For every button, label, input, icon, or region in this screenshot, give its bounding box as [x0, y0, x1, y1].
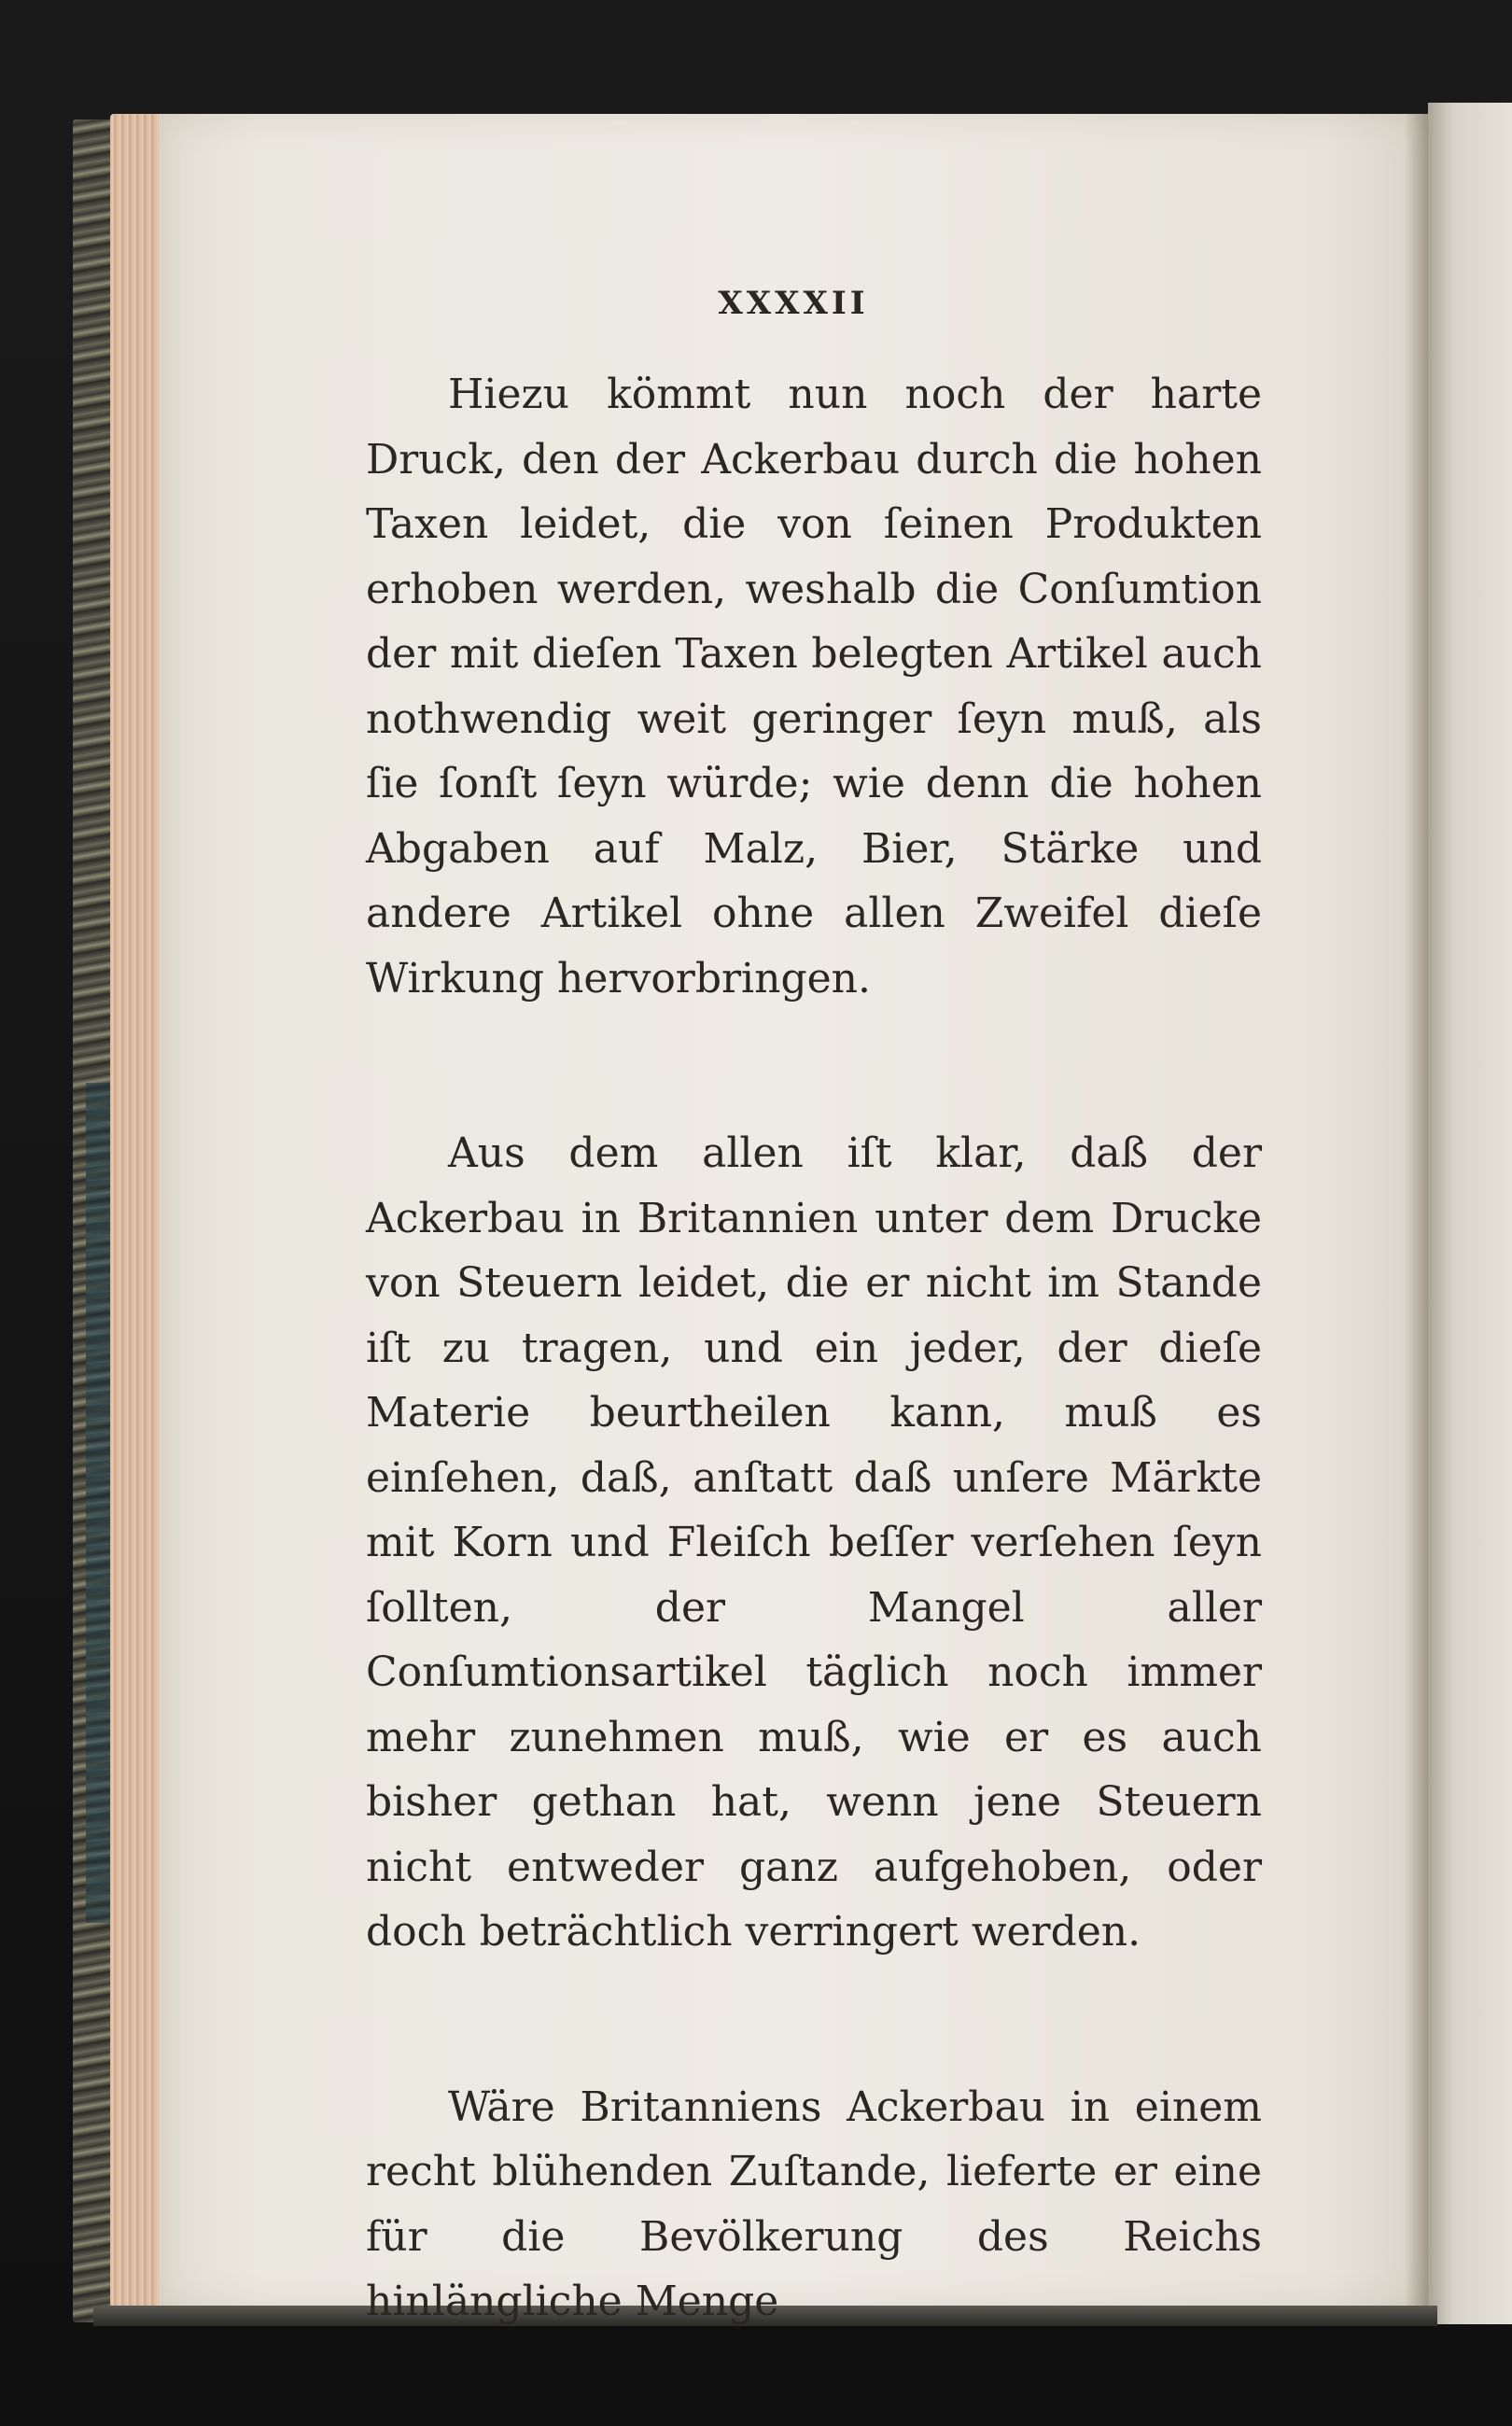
cover-edge-stain: [86, 1083, 110, 1923]
paragraph-2: Aus dem allen iſt klar, daß der Ackerbau in Britannien unter dem Drucke von Steuern leidet, die er nicht im Stande iſt zu tragen, und ein jeder, der dieſe Materie beurtheilen kann, muß es einſehen, daß, anſtatt daß unſere Märkte mit Korn und Fleiſch beſſer verſehen ſeyn ſollten, der Mangel aller Conſumtionsartikel täglich noch immer mehr zunehmen muß, wie er es auch bisher gethan hat, wenn jene Steuern nicht entweder ganz aufgehoben, oder doch beträchtlich verringert werden.: [366, 1129, 1262, 1956]
page-block-edge: [110, 114, 166, 2307]
page-number-header: XXXXII: [718, 285, 869, 322]
paragraph-3: Wäre Britanniens Ackerbau in einem recht blühenden Zuſtande, lieferte er eine für die Bevölkerung des Reichs hinlängliche Menge: [366, 2082, 1262, 2325]
facing-page: [1428, 103, 1512, 2324]
body-text: [366, 362, 1262, 2335]
paragraph-1: Hiezu kömmt nun noch der harte Druck, den der Ackerbau durch die hohen Taxen leidet, die von ſeinen Produkten erhoben werden, weshalb die Conſumtion der mit dieſen Taxen belegten Artikel auch nothwendig weit geringer ſeyn muß, als ſie ſonſt ſeyn würde; wie denn die hohen Abgaben auf Malz, Bier, Stärke und andere Artikel ohne allen Zweifel dieſe Wirkung hervorbringen.: [366, 371, 1262, 1003]
